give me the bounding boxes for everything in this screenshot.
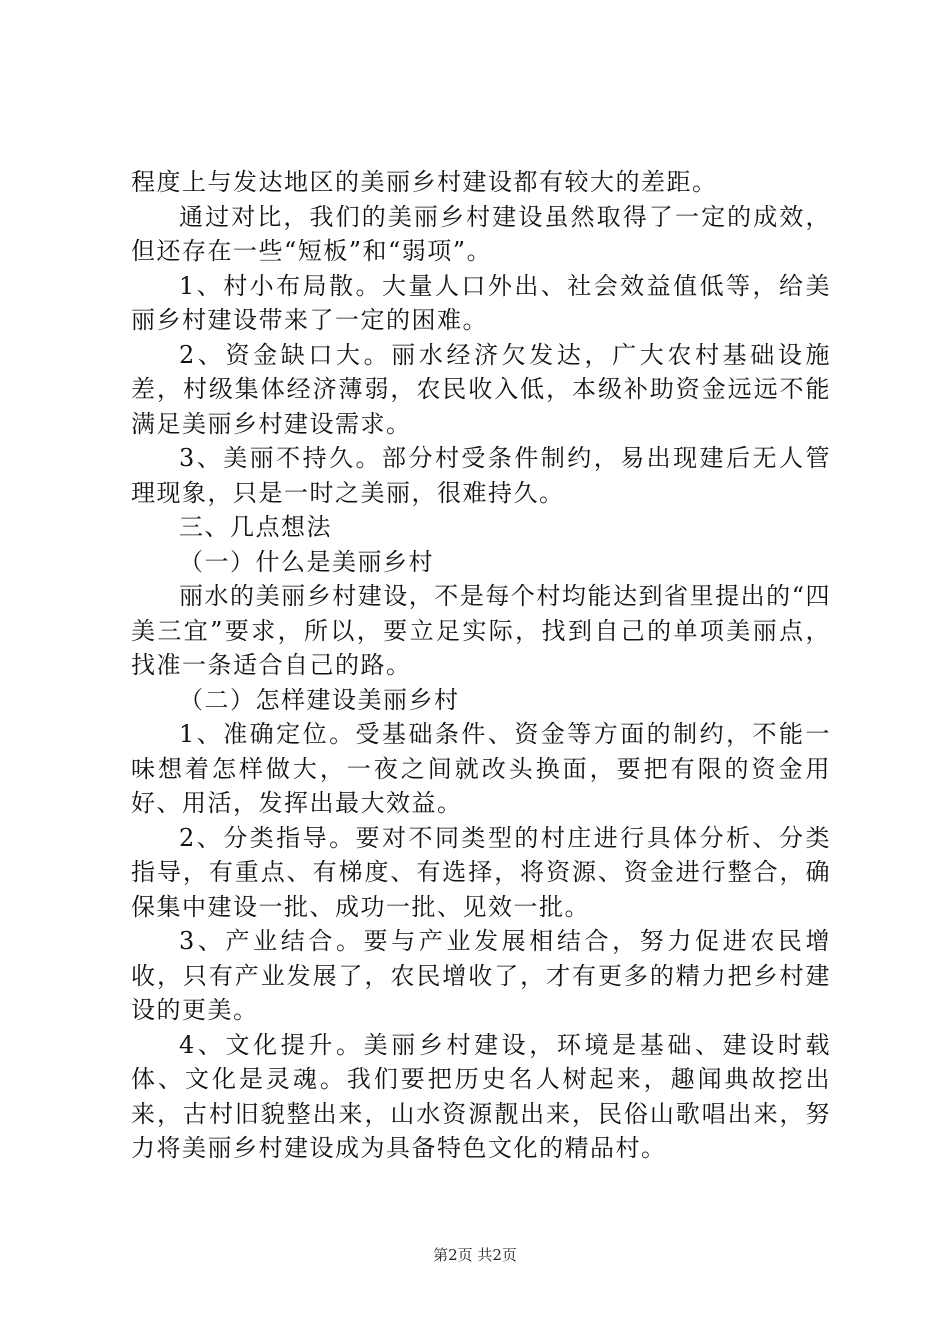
paragraph-what-is: 丽水的美丽乡村建设，不是每个村均能达到省里提出的“四美三宜”要求，所以，要立足实际，找到自己的单项美丽点，找准一条适合自己的路。	[131, 582, 831, 679]
page-footer: 第2页 共2页	[433, 1246, 517, 1264]
subheading-how-to-build: （二）怎样建设美丽乡村	[179, 685, 460, 714]
section-heading-thoughts: 三、几点想法	[179, 513, 332, 541]
paragraph-continuation: 程度上与发达地区的美丽乡村建设都有较大的差距。	[131, 168, 718, 196]
paragraph-issue-2: 2、资金缺口大。丽水经济欠发达，广大农村基础设施差，村级集体经济薄弱，农民收入低，本级补助资金远远不能满足美丽乡村建设需求。	[131, 340, 831, 438]
paragraph-measure-2: 2、分类指导。要对不同类型的村庄进行具体分析、分类指导，有重点、有梯度、有选择，将资源、资金进行整合，确保集中建设一批、成功一批、见效一批。	[131, 823, 831, 921]
subheading-what-is: （一）什么是美丽乡村	[179, 547, 434, 576]
paragraph-measure-1: 1、准确定位。受基础条件、资金等方面的制约，不能一味想着怎样做大，一夜之间就改头换面，要把有限的资金用好、用活，发挥出最大效益。	[131, 720, 831, 817]
document-body	[131, 165, 831, 1166]
paragraph-measure-4: 4、文化提升。美丽乡村建设，环境是基础、建设时载体、文化是灵魂。我们要把历史名人树起来，趣闻典故挖出来，古村旧貌整出来，山水资源靓出来，民俗山歌唱出来，努力将美丽乡村建设成为具备特色文化的精品村。	[131, 1030, 831, 1162]
paragraph-issue-3: 3、美丽不持久。部分村受条件制约，易出现建后无人管理现象，只是一时之美丽，很难持久。	[131, 444, 831, 507]
paragraph-comparison: 通过对比，我们的美丽乡村建设虽然取得了一定的成效，但还存在一些“短板”和“弱项”。	[131, 202, 831, 265]
paragraph-measure-3: 3、产业结合。要与产业发展相结合，努力促进农民增收，只有产业发展了，农民增收了，才有更多的精力把乡村建设的更美。	[131, 927, 831, 1024]
paragraph-issue-1: 1、村小布局散。大量人口外出、社会效益值低等，给美丽乡村建设带来了一定的困难。	[131, 271, 831, 334]
